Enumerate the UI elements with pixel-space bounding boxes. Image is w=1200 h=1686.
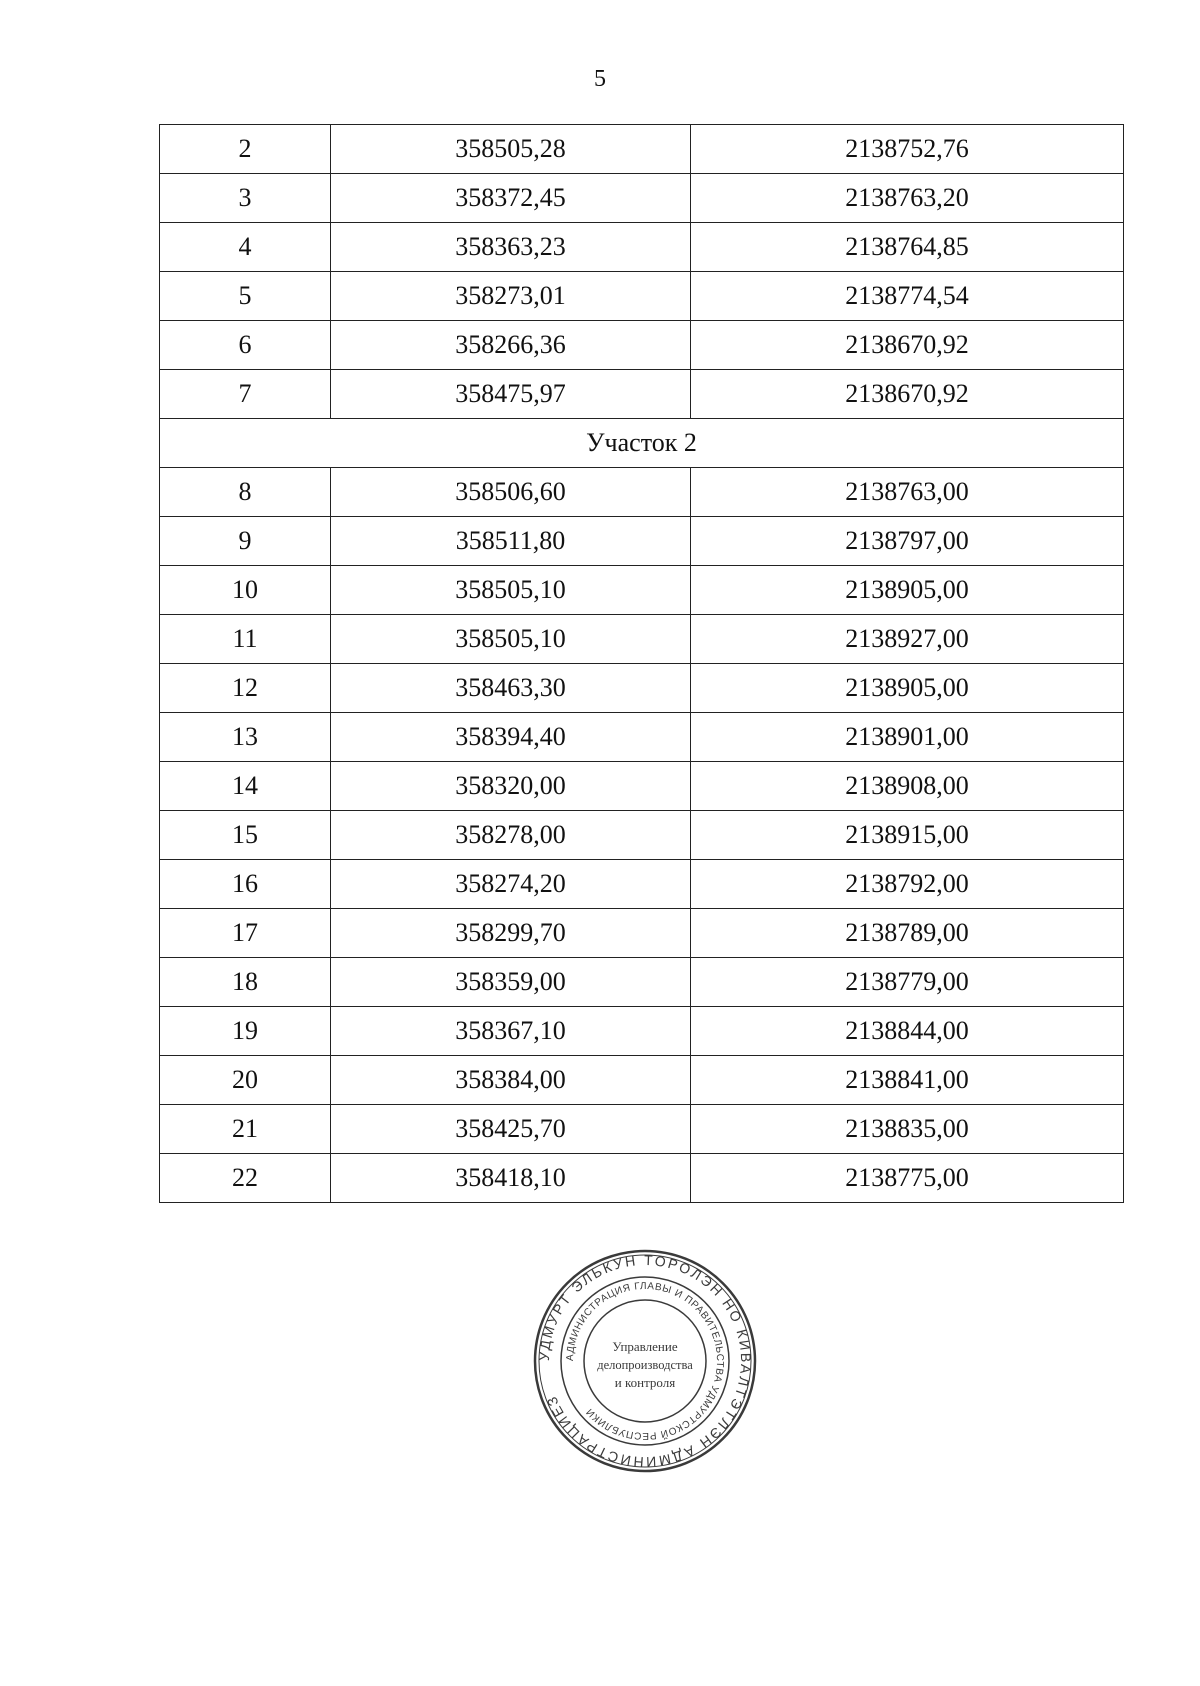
table-row	[160, 811, 1124, 860]
x-coordinate-cell: 358505,28	[331, 125, 691, 174]
table-row	[160, 272, 1124, 321]
table-row	[160, 1007, 1124, 1056]
x-coordinate-cell: 358425,70	[331, 1105, 691, 1154]
y-coordinate-cell: 2138797,00	[691, 517, 1124, 566]
page-number: 5	[594, 66, 606, 92]
table-body-top	[160, 125, 1124, 419]
y-coordinate-cell: 2138905,00	[691, 566, 1124, 615]
y-coordinate-cell: 2138901,00	[691, 713, 1124, 762]
table-row	[160, 566, 1124, 615]
y-coordinate-cell: 2138905,00	[691, 664, 1124, 713]
point-number-cell: 3	[160, 174, 331, 223]
y-coordinate-cell: 2138844,00	[691, 1007, 1124, 1056]
x-coordinate-cell: 358274,20	[331, 860, 691, 909]
table-row	[160, 321, 1124, 370]
x-coordinate-cell: 358511,80	[331, 517, 691, 566]
seal-outer-text: УДМУРТ ЭЛЬКУН ТОРОЛЭН НО КИВАЛТЭТЛЭН АДМИНИСТРАЦИЕЗ	[535, 1251, 755, 1471]
table-body-bottom	[160, 468, 1124, 1203]
x-coordinate-cell: 358463,30	[331, 664, 691, 713]
x-coordinate-cell: 358418,10	[331, 1154, 691, 1203]
coordinates-table	[159, 124, 1124, 1203]
seal-center-line-3: и контроля	[614, 1375, 676, 1390]
y-coordinate-cell: 2138775,00	[691, 1154, 1124, 1203]
x-coordinate-cell: 358266,36	[331, 321, 691, 370]
y-coordinate-cell: 2138764,85	[691, 223, 1124, 272]
table-row	[160, 468, 1124, 517]
point-number-cell: 17	[160, 909, 331, 958]
point-number-cell: 20	[160, 1056, 331, 1105]
y-coordinate-cell: 2138752,76	[691, 125, 1124, 174]
point-number-cell: 19	[160, 1007, 331, 1056]
x-coordinate-cell: 358278,00	[331, 811, 691, 860]
x-coordinate-cell: 358394,40	[331, 713, 691, 762]
y-coordinate-cell: 2138789,00	[691, 909, 1124, 958]
table-row	[160, 664, 1124, 713]
table-row	[160, 762, 1124, 811]
table-row	[160, 1056, 1124, 1105]
y-coordinate-cell: 2138927,00	[691, 615, 1124, 664]
table-row	[160, 909, 1124, 958]
point-number-cell: 14	[160, 762, 331, 811]
y-coordinate-cell: 2138908,00	[691, 762, 1124, 811]
section-label: Участок 2	[160, 419, 1124, 468]
point-number-cell: 21	[160, 1105, 331, 1154]
y-coordinate-cell: 2138779,00	[691, 958, 1124, 1007]
point-number-cell: 7	[160, 370, 331, 419]
y-coordinate-cell: 2138763,00	[691, 468, 1124, 517]
point-number-cell: 22	[160, 1154, 331, 1203]
point-number-cell: 4	[160, 223, 331, 272]
table-section-header	[160, 419, 1124, 468]
x-coordinate-cell: 358299,70	[331, 909, 691, 958]
point-number-cell: 15	[160, 811, 331, 860]
x-coordinate-cell: 358273,01	[331, 272, 691, 321]
x-coordinate-cell: 358320,00	[331, 762, 691, 811]
table-row	[160, 370, 1124, 419]
x-coordinate-cell: 358363,23	[331, 223, 691, 272]
y-coordinate-cell: 2138763,20	[691, 174, 1124, 223]
point-number-cell: 13	[160, 713, 331, 762]
x-coordinate-cell: 358506,60	[331, 468, 691, 517]
point-number-cell: 9	[160, 517, 331, 566]
point-number-cell: 5	[160, 272, 331, 321]
seal-center-line-1: Управление	[612, 1339, 678, 1354]
point-number-cell: 18	[160, 958, 331, 1007]
point-number-cell: 6	[160, 321, 331, 370]
table-row	[160, 125, 1124, 174]
x-coordinate-cell: 358372,45	[331, 174, 691, 223]
seal-inner-text: АДМИНИСТРАЦИЯ ГЛАВЫ И ПРАВИТЕЛЬСТВА УДМУРТСКОЙ РЕСПУБЛИКИ	[564, 1280, 726, 1442]
table-row	[160, 1105, 1124, 1154]
point-number-cell: 12	[160, 664, 331, 713]
y-coordinate-cell: 2138841,00	[691, 1056, 1124, 1105]
x-coordinate-cell: 358505,10	[331, 615, 691, 664]
point-number-cell: 11	[160, 615, 331, 664]
x-coordinate-cell: 358359,00	[331, 958, 691, 1007]
y-coordinate-cell: 2138670,92	[691, 370, 1124, 419]
table-row	[160, 1154, 1124, 1203]
y-coordinate-cell: 2138774,54	[691, 272, 1124, 321]
table-row	[160, 223, 1124, 272]
seal-center-line-2: делопроизводства	[597, 1358, 693, 1372]
y-coordinate-cell: 2138835,00	[691, 1105, 1124, 1154]
table-row	[160, 713, 1124, 762]
table-row	[160, 958, 1124, 1007]
table-row	[160, 517, 1124, 566]
x-coordinate-cell: 358384,00	[331, 1056, 691, 1105]
official-seal	[532, 1248, 758, 1474]
y-coordinate-cell: 2138670,92	[691, 321, 1124, 370]
x-coordinate-cell: 358475,97	[331, 370, 691, 419]
point-number-cell: 16	[160, 860, 331, 909]
x-coordinate-cell: 358367,10	[331, 1007, 691, 1056]
y-coordinate-cell: 2138915,00	[691, 811, 1124, 860]
y-coordinate-cell: 2138792,00	[691, 860, 1124, 909]
x-coordinate-cell: 358505,10	[331, 566, 691, 615]
point-number-cell: 8	[160, 468, 331, 517]
point-number-cell: 2	[160, 125, 331, 174]
table-row	[160, 174, 1124, 223]
table-row	[160, 860, 1124, 909]
point-number-cell: 10	[160, 566, 331, 615]
table-row	[160, 615, 1124, 664]
section-row	[160, 419, 1124, 468]
